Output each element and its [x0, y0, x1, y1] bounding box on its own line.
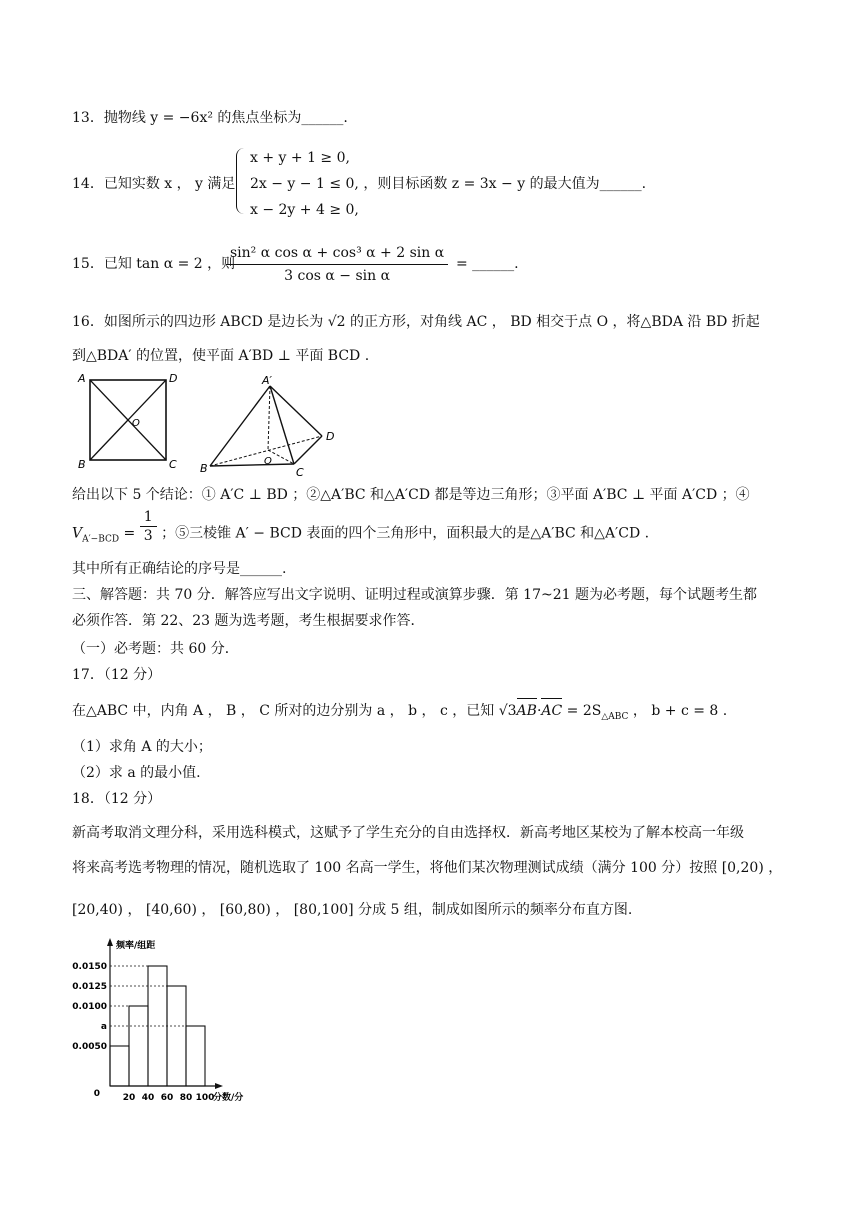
- q17-stem: [72, 701, 727, 727]
- q17-part2: （2）求 a 的最小值.: [72, 765, 201, 781]
- volume-subscript: A′−BCD: [82, 534, 120, 545]
- edge-bc: [210, 464, 294, 466]
- q14-prefix: 14．已知实数 x ， y 满足: [72, 176, 236, 192]
- q15-suffix: = ______.: [456, 256, 519, 272]
- q18-line1: 新高考取消文理分科，采用选科模式，这赋予了学生充分的自由选择权．新高考地区某校为了解本校高一年级: [72, 825, 744, 841]
- pyramid-label-c: C: [296, 466, 304, 478]
- vector-ab: [517, 701, 537, 721]
- y-tick-label: 0.0050: [72, 1042, 107, 1052]
- q16-conclusions-rest: ；⑤三棱锥 A′ − BCD 表面的四个三角形中，面积最大的是△A′BC 和△A′CD .: [161, 525, 650, 542]
- q16-ask: 其中所有正确结论的序号是______.: [72, 561, 287, 577]
- volume-denominator: 3: [143, 528, 153, 544]
- x-tick-label: 20: [122, 1093, 136, 1103]
- q16-line1: 16．如图所示的四边形 ABCD 是边长为 √2 的正方形，对角线 AC ， BD 相交于点 O ，将△BDA 沿 BD 折起: [72, 314, 760, 330]
- q15-numerator: sin² α cos α + cos³ α + 2 sin α: [226, 242, 448, 265]
- histogram-bar: [110, 1046, 129, 1086]
- square-label-o: O: [132, 418, 140, 429]
- frequency-histogram: [70, 934, 270, 1114]
- q17-heading: 17．（12 分）: [72, 667, 162, 683]
- pyramid-label-a: A′: [262, 374, 273, 387]
- x-tick-label: 100: [195, 1093, 215, 1103]
- q17-stem-c: ， b + c = 8 .: [628, 703, 728, 719]
- q17-stem-a: 在△ABC 中，内角 A ， B ， C 所对的边分别为 a ， b ， c ，已知 √3: [72, 703, 517, 719]
- y-tick-label: 0.0100: [72, 1002, 107, 1012]
- q16-line2: 到△BDA′ 的位置，使平面 A′BD ⊥ 平面 BCD .: [72, 348, 370, 364]
- q18-line3: [20,40) ， [40,60) ， [60,80) ， [80,100] 分成 5 组，制成如图所示的频率分布直方图.: [72, 902, 633, 918]
- q18-line2: 将来高考选考物理的情况，随机选取了 100 名高一学生，将他们某次物理测试成绩（满分 100 分）按照 [0,20) ，: [72, 860, 783, 876]
- x-axis-label: 分数/分: [213, 1093, 244, 1103]
- volume-equals: =: [123, 525, 136, 542]
- histogram-bar: [129, 1006, 148, 1086]
- histogram-bar: [186, 1026, 205, 1086]
- histogram-bar: [167, 986, 186, 1086]
- volume-symbol: V: [72, 525, 83, 542]
- pyramid-label-o: O: [264, 456, 272, 467]
- y-tick-label: 0.0125: [72, 982, 107, 992]
- q13-text: 13．抛物线 y = −6x² 的焦点坐标为______.: [72, 110, 348, 126]
- vector-arrow-ab: [517, 698, 537, 699]
- origin-label: 0: [93, 1089, 100, 1099]
- x-tick-label: 40: [141, 1093, 155, 1103]
- square-label-b: B: [78, 458, 86, 471]
- y-tick-label: 0.0150: [72, 962, 107, 972]
- edge-ab: [210, 386, 270, 466]
- section3-line2: 必须作答．第 22、23 题为选考题，考生根据要求作答．: [72, 613, 425, 629]
- q16-conclusions-line2: [72, 509, 650, 549]
- y-axis-label: 频率/组距: [116, 941, 156, 951]
- q15-denominator: 3 cos α − sin α: [284, 268, 391, 284]
- dot-operator: ·: [536, 703, 542, 719]
- q17-stem-b: = 2S: [562, 703, 602, 719]
- q16-conclusions-line1: 给出以下 5 个结论：① A′C ⊥ BD ；②△A′BC 和△A′CD 都是等边三角形；③平面 A′BC ⊥ 平面 A′CD ；④: [72, 487, 750, 503]
- q17-part1: （1）求角 A 的大小；: [72, 739, 212, 755]
- x-tick-label: 60: [160, 1093, 174, 1103]
- x-axis-arrow: [215, 1083, 223, 1089]
- square-label-c: C: [169, 458, 177, 471]
- volume-numerator: 1: [140, 508, 157, 527]
- q15-prefix: 15．已知 tan α = 2 ，则: [72, 256, 236, 272]
- q14-cond1: x + y + 1 ≥ 0,: [250, 150, 350, 166]
- vector-arrow-ac: [541, 698, 562, 699]
- x-tick-label: 80: [179, 1093, 193, 1103]
- y-axis-arrow: [107, 938, 113, 946]
- q14-cond2: 2x − y − 1 ≤ 0, ，则目标函数 z = 3x − y 的最大值为______.: [250, 176, 647, 192]
- pyramid-label-d: D: [326, 430, 335, 443]
- square-label-a: A: [78, 372, 86, 385]
- q18-heading: 18．（12 分）: [72, 791, 162, 807]
- y-tick-label: a: [100, 1022, 107, 1032]
- square-label-d: D: [169, 372, 178, 385]
- section3-subheading: （一）必考题：共 60 分．: [72, 641, 239, 657]
- q14-cond3: x − 2y + 4 ≥ 0,: [250, 202, 359, 218]
- q14-brace: [236, 148, 245, 214]
- vector-ac-label: AC: [541, 703, 563, 719]
- vector-ab-label: AB: [516, 703, 537, 719]
- section3-line1: 三、解答题：共 70 分．解答应写出文字说明、证明过程或演算步骤．第 17~21 题为必考题，每个试题考生都: [72, 587, 757, 603]
- vector-ac: [541, 701, 562, 721]
- square-figure: [74, 370, 184, 474]
- pyramid-label-b: B: [200, 462, 208, 475]
- area-subscript: △ABC: [601, 711, 629, 722]
- pyramid-figure: [198, 374, 348, 478]
- edge-ao-hidden: [268, 386, 270, 450]
- q15-fraction: [226, 242, 448, 287]
